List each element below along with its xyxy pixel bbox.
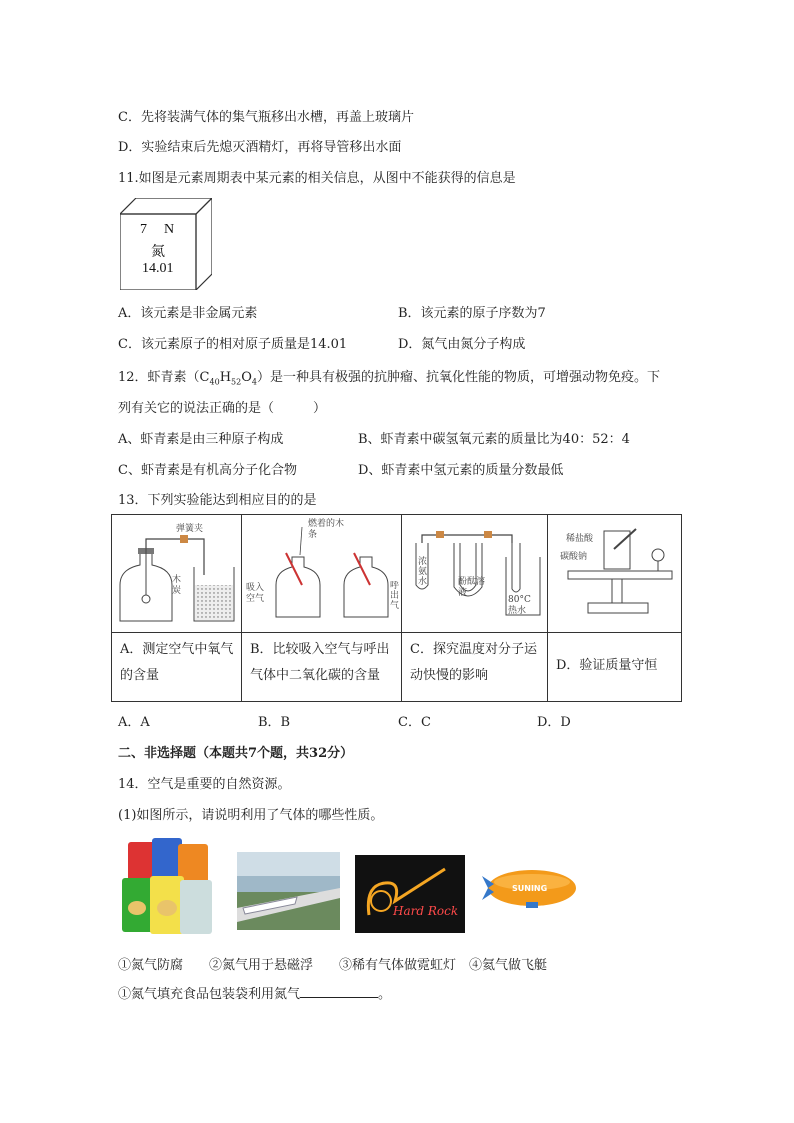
- photo-captions: ①氮气防腐 ②氮气用于悬磁浮 ③稀有气体做霓虹灯 ④氦气做飞艇: [118, 958, 548, 973]
- q12-option-a: A、虾青素是由三种原子构成: [118, 432, 284, 447]
- answer-blank[interactable]: [300, 985, 378, 998]
- element-symbol: N: [164, 222, 175, 237]
- q14-part1: (1)如图所示，请说明利用了气体的哪些性质。: [118, 808, 384, 823]
- experiment-b: [242, 515, 402, 701]
- q12-option-c: C、虾青素是有机高分子化合物: [118, 463, 297, 478]
- experiment-d-caption: D．验证质量守恒: [556, 658, 658, 673]
- q11-stem: 11.如图是元素周期表中某元素的相关信息，从图中不能获得的信息是: [118, 171, 516, 186]
- photo-chip-bags: [122, 838, 214, 936]
- label-hot-water: 80°C热水: [508, 595, 531, 616]
- q12-option-b: B、虾青素中碳氢氧元素的质量比为40：52：4: [358, 432, 630, 447]
- experiment-table: [111, 514, 682, 702]
- label-exhaled-gas: 呼出气: [390, 581, 400, 611]
- q13-option-d: D．D: [537, 715, 571, 730]
- experiment-d: [548, 515, 681, 701]
- q13-option-b: B．B: [258, 715, 291, 730]
- q10-option-d: D．实验结束后先熄灭酒精灯，再将导管移出水面: [118, 140, 402, 155]
- element-number: 7: [140, 222, 147, 237]
- label-ammonia: 浓氨水: [418, 557, 428, 587]
- q12-stem-line2: 列有关它的说法正确的是（ ）: [118, 401, 327, 416]
- blimp-text: SUNING: [512, 884, 548, 893]
- photo-maglev-train: [237, 852, 340, 930]
- q14-fill-line: ①氮气填充食品包装袋利用氮气 。: [118, 987, 392, 1002]
- q11-option-b: B．该元素的原子序数为7: [398, 306, 546, 321]
- label-burning-stick: 燃着的木条: [308, 519, 345, 540]
- experiment-c: [402, 515, 548, 701]
- element-name: 氮: [151, 245, 165, 260]
- q13-stem: 13．下列实验能达到相应目的的是: [118, 493, 317, 508]
- label-spring-clip: 弹簧夹: [176, 524, 204, 534]
- experiment-a: [112, 515, 242, 701]
- neon-text: Hard Rock: [393, 904, 459, 918]
- element-mass: 14.01: [142, 261, 174, 276]
- label-sodium-carbonate: 碳酸钠: [560, 552, 588, 562]
- photo-neon-sign: [355, 855, 465, 933]
- q14-stem: 14．空气是重要的自然资源。: [118, 777, 291, 792]
- section-heading: 二、非选择题（本题共7个题，共32分）: [118, 746, 354, 761]
- q13-option-c: C．C: [398, 715, 431, 730]
- q12-option-d: D、虾青素中氢元素的质量分数最低: [358, 463, 564, 478]
- q10-option-c: C．先将装满气体的集气瓶移出水槽，再盖上玻璃片: [118, 110, 414, 125]
- label-inhaled-air: 吸入空气: [246, 583, 265, 604]
- q11-option-d: D．氮气由氮分子构成: [398, 337, 526, 352]
- photo-blimp: [482, 860, 582, 916]
- element-cell-figure: [120, 198, 212, 290]
- q12-stem: 12．虾青素$(C_{40}H_{52}O_4)$是一种具有极强的抗肿瘤、抗氧化性能的物质，可增强动物免疫。下: [118, 370, 660, 387]
- experiment-c-caption: C．探究温度对分子运动快慢的影响: [410, 642, 537, 683]
- q13-option-a: A．A: [118, 715, 150, 730]
- experiment-a-caption: A．测定空气中氧气的含量: [120, 642, 234, 683]
- q11-option-c: C．该元素原子的相对原子质量是14.01: [118, 337, 348, 352]
- table-divider: [112, 632, 681, 633]
- label-phenolphthalein: 酚酞溶液: [458, 577, 486, 598]
- q11-option-a: A．该元素是非金属元素: [118, 306, 258, 321]
- label-dilute-acid: 稀盐酸: [566, 534, 594, 544]
- label-charcoal: 木炭: [172, 575, 182, 596]
- experiment-b-caption: B．比较吸入空气与呼出气体中二氧化碳的含量: [250, 642, 390, 683]
